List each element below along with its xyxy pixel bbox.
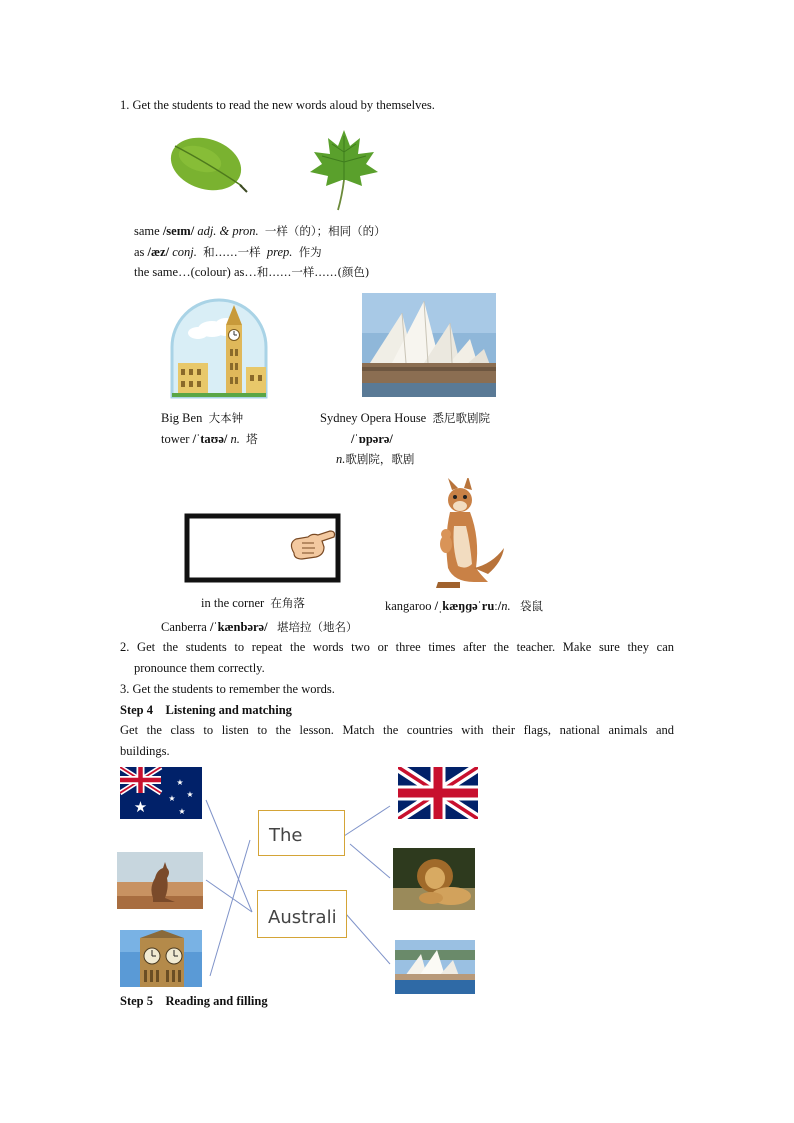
vocab-same: same /seɪm/ adj. & pron. 一样（的）；相同（的） — [134, 224, 386, 238]
country-box-the[interactable] — [258, 810, 345, 856]
vocab-canberra: Canberra /ˈkænbərə/ 堪培拉（地名） — [161, 620, 358, 634]
instruction-2: 2. Get the students to repeat the words two or three times after the teacher. Make sure they can — [120, 640, 674, 654]
svg-text:★: ★ — [178, 807, 186, 816]
vocab-opera-house: Sydney Opera House 悉尼歌剧院 — [320, 411, 490, 425]
vocab-opera-phonetic: /ˈɒpərə/ — [351, 432, 393, 446]
svg-text:★: ★ — [186, 790, 194, 799]
country-box-text: Australi — [268, 907, 337, 928]
vocab-tower: tower /ˈtaʊə/ n. 塔 — [161, 432, 258, 446]
step4-instruction: Get the class to listen to the lesson. Match the countries with their flags, national animals and — [120, 723, 674, 737]
svg-text:★: ★ — [133, 798, 148, 816]
svg-text:★: ★ — [168, 794, 176, 803]
instruction-2-cont: pronounce them correctly. — [134, 661, 265, 675]
step5-heading: Step 5 Reading and filling — [120, 994, 268, 1008]
instruction-3: 3. Get the students to remember the words. — [120, 682, 335, 696]
big-ben-photo — [120, 930, 202, 987]
vocab-opera-meaning: n.歌剧院，歌剧 — [336, 452, 415, 466]
vocab-as: as /æz/ conj. 和……一样 prep. 作为 — [134, 245, 322, 259]
step4-heading: Step 4 Listening and matching — [120, 703, 292, 717]
lion-photo — [393, 848, 475, 910]
vocab-big-ben: Big Ben 大本钟 — [161, 411, 244, 425]
instruction-1: 1. Get the students to read the new words aloud by themselves. — [120, 98, 435, 112]
vocab-same-as: the same…(colour) as…和……一样……(颜色) — [134, 265, 370, 279]
vocab-corner: in the corner 在角落 — [201, 596, 305, 610]
country-box-australia[interactable] — [257, 890, 347, 938]
australia-flag-image — [120, 767, 202, 819]
vocab-kangaroo: kangaroo /ˌkæŋɡəˈruː/n. 袋鼠 — [385, 599, 544, 613]
opera-house-photo — [395, 940, 475, 994]
step4-instruction-cont: buildings. — [120, 744, 170, 758]
svg-text:★: ★ — [176, 778, 184, 787]
uk-flag-image — [398, 767, 478, 819]
kangaroo-photo — [117, 852, 203, 909]
country-box-text: The — [269, 825, 303, 846]
